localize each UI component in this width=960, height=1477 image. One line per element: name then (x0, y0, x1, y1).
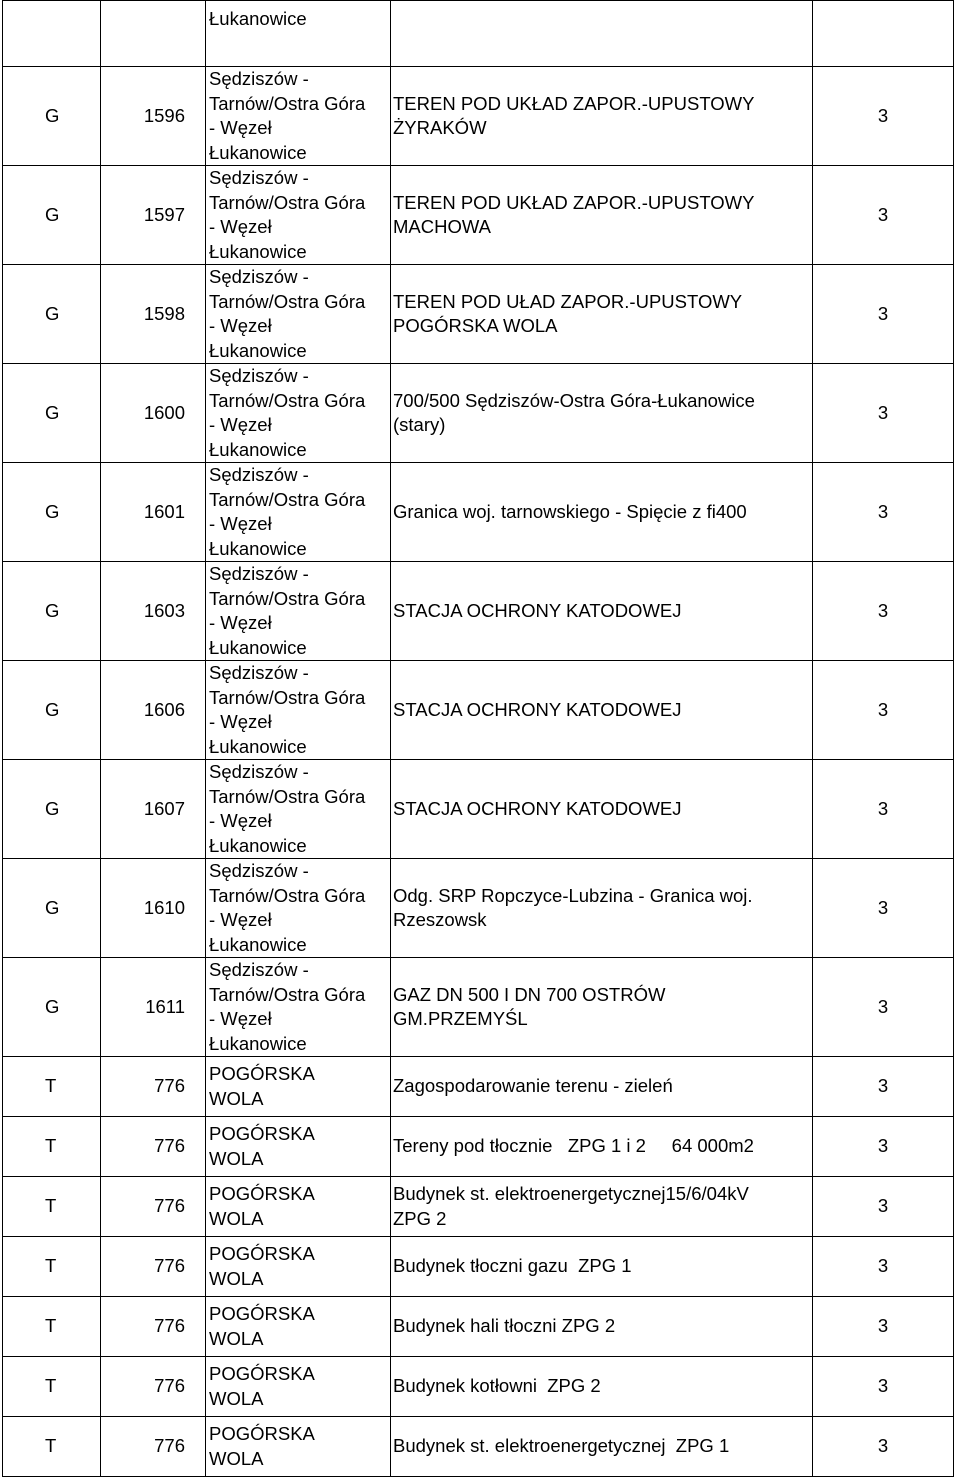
table-row (3, 1357, 954, 1417)
location-line: Sędziszów - (209, 167, 309, 188)
description-line: STACJA OCHRONY KATODOWEJ (393, 698, 682, 720)
asset-table-body (3, 1, 954, 1477)
location-line: Sędziszów - (209, 563, 309, 584)
description-line: Budynek st. elektroenergetycznej ZPG 1 (393, 1435, 730, 1457)
location-line: Tarnów/Ostra Góra (209, 488, 366, 510)
number-cell: 1600 (101, 364, 206, 463)
location-line: Tarnów/Ostra Góra (209, 92, 366, 114)
location-line: Sędziszów - (209, 761, 309, 782)
location-line: POGÓRSKA (209, 1423, 315, 1444)
location-line: WOLA (209, 1267, 264, 1289)
location-line: - Węzeł (209, 513, 272, 534)
location-line: Sędziszów - (209, 959, 309, 980)
description-line: 700/500 Sędziszów-Ostra Góra-Łukanowice (393, 389, 755, 411)
quantity-cell: 3 (813, 1357, 954, 1417)
category-cell: G (3, 364, 101, 463)
description-cell (391, 1, 813, 67)
description-line: ZPG 2 (393, 1207, 447, 1229)
location-line: Łukanowice (209, 339, 307, 361)
description-cell (391, 661, 813, 760)
description-line: Budynek st. elektroenergetycznej15/6/04kV (393, 1183, 749, 1204)
location-cell (206, 1057, 391, 1117)
location-cell (206, 265, 391, 364)
location-line: Łukanowice (209, 1032, 307, 1054)
description-line: (stary) (393, 414, 446, 435)
description-line: GAZ DN 500 I DN 700 OSTRÓW (393, 983, 666, 1005)
table-row-continued (3, 1, 954, 67)
location-line: Tarnów/Ostra Góra (209, 884, 366, 906)
description-cell (391, 166, 813, 265)
quantity-cell: 3 (813, 1237, 954, 1297)
location-line: - Węzeł (209, 1008, 272, 1029)
location-cell (206, 1237, 391, 1297)
description-cell (391, 958, 813, 1057)
table-row (3, 859, 954, 958)
description-cell (391, 265, 813, 364)
category-cell: G (3, 166, 101, 265)
location-line: - Węzeł (209, 909, 272, 930)
category-cell: G (3, 265, 101, 364)
location-line: POGÓRSKA (209, 1063, 315, 1084)
table-row (3, 1237, 954, 1297)
location-line: Sędziszów - (209, 365, 309, 386)
location-cell (206, 1177, 391, 1237)
location-line: - Węzeł (209, 216, 272, 237)
location-cell (206, 562, 391, 661)
description-cell (391, 1237, 813, 1297)
table-row (3, 1177, 954, 1237)
table-row (3, 364, 954, 463)
quantity-cell: 3 (813, 463, 954, 562)
quantity-cell: 3 (813, 1297, 954, 1357)
description-cell (391, 859, 813, 958)
location-line: - Węzeł (209, 810, 272, 831)
location-line: - Węzeł (209, 414, 272, 435)
number-cell (101, 1, 206, 67)
category-cell: G (3, 859, 101, 958)
location-cell (206, 1297, 391, 1357)
table-row (3, 760, 954, 859)
location-cell (206, 859, 391, 958)
table-row (3, 562, 954, 661)
location-line: POGÓRSKA (209, 1123, 315, 1144)
description-line: Rzeszowsk (393, 909, 487, 930)
location-line: Tarnów/Ostra Góra (209, 983, 366, 1005)
location-cell (206, 1357, 391, 1417)
description-line: Odg. SRP Ropczyce-Lubzina - Granica woj. (393, 884, 753, 906)
quantity-cell: 3 (813, 562, 954, 661)
location-cell (206, 364, 391, 463)
description-cell (391, 1057, 813, 1117)
location-line: Tarnów/Ostra Góra (209, 191, 366, 213)
description-line: STACJA OCHRONY KATODOWEJ (393, 599, 682, 621)
number-cell: 776 (101, 1177, 206, 1237)
quantity-cell: 3 (813, 958, 954, 1057)
location-line: Sędziszów - (209, 860, 309, 881)
quantity-cell: 3 (813, 1417, 954, 1477)
location-line: POGÓRSKA (209, 1183, 315, 1204)
table-row (3, 265, 954, 364)
description-cell (391, 1417, 813, 1477)
category-cell: T (3, 1237, 101, 1297)
category-cell: T (3, 1417, 101, 1477)
location-cell (206, 463, 391, 562)
location-line: WOLA (209, 1147, 264, 1169)
location-line: WOLA (209, 1327, 264, 1349)
quantity-cell: 3 (813, 1057, 954, 1117)
location-line: - Węzeł (209, 315, 272, 336)
quantity-cell (813, 1, 954, 67)
table-row (3, 166, 954, 265)
location-line: Tarnów/Ostra Góra (209, 290, 366, 312)
number-cell: 776 (101, 1297, 206, 1357)
location-line: Łukanowice (209, 141, 307, 163)
location-line: Łukanowice (209, 240, 307, 262)
table-row (3, 958, 954, 1057)
number-cell: 776 (101, 1117, 206, 1177)
table-row (3, 1057, 954, 1117)
category-cell (3, 1, 101, 67)
description-line: Budynek hali tłoczni ZPG 2 (393, 1315, 616, 1337)
location-cell (206, 1117, 391, 1177)
category-cell: T (3, 1117, 101, 1177)
location-line: Łukanowice (209, 537, 307, 559)
description-line: MACHOWA (393, 216, 491, 237)
description-line: ŻYRAKÓW (393, 117, 487, 138)
quantity-cell: 3 (813, 1117, 954, 1177)
category-cell: G (3, 958, 101, 1057)
location-line: Łukanowice (209, 438, 307, 460)
description-line: Granica woj. tarnowskiego - Spięcie z fi400 (393, 500, 747, 522)
number-cell: 1601 (101, 463, 206, 562)
category-cell: T (3, 1357, 101, 1417)
description-cell (391, 463, 813, 562)
description-line: Tereny pod tłocznie ZPG 1 i 2 64 000m2 (393, 1135, 754, 1157)
location-cell (206, 166, 391, 265)
location-line: Łukanowice (209, 933, 307, 955)
number-cell: 776 (101, 1057, 206, 1117)
location-line: Łukanowice (209, 636, 307, 658)
location-line: Sędziszów - (209, 266, 309, 287)
description-line: TEREN POD UKŁAD ZAPOR.-UPUSTOWY (393, 92, 755, 114)
category-cell: G (3, 760, 101, 859)
number-cell: 1597 (101, 166, 206, 265)
number-cell: 776 (101, 1237, 206, 1297)
number-cell: 1603 (101, 562, 206, 661)
location-line: Tarnów/Ostra Góra (209, 389, 366, 411)
location-line: WOLA (209, 1087, 264, 1109)
location-cell (206, 958, 391, 1057)
number-cell: 1610 (101, 859, 206, 958)
location-line: Łukanowice (209, 834, 307, 856)
quantity-cell: 3 (813, 265, 954, 364)
description-cell (391, 364, 813, 463)
location-line: Sędziszów - (209, 662, 309, 683)
table-row (3, 463, 954, 562)
location-line: Tarnów/Ostra Góra (209, 686, 366, 708)
category-cell: G (3, 67, 101, 166)
quantity-cell: 3 (813, 859, 954, 958)
description-cell (391, 562, 813, 661)
description-line: TEREN POD UŁAD ZAPOR.-UPUSTOWY (393, 290, 743, 312)
category-cell: T (3, 1057, 101, 1117)
quantity-cell: 3 (813, 661, 954, 760)
description-line: GM.PRZEMYŚL (393, 1008, 528, 1029)
quantity-cell: 3 (813, 1177, 954, 1237)
quantity-cell: 3 (813, 166, 954, 265)
category-cell: G (3, 562, 101, 661)
number-cell: 776 (101, 1357, 206, 1417)
description-line: STACJA OCHRONY KATODOWEJ (393, 797, 682, 819)
description-line: Budynek tłoczni gazu ZPG 1 (393, 1255, 632, 1277)
location-line: Tarnów/Ostra Góra (209, 587, 366, 609)
location-line: - Węzeł (209, 612, 272, 633)
table-row (3, 1417, 954, 1477)
location-line: Sędziszów - (209, 464, 309, 485)
description-cell (391, 1177, 813, 1237)
number-cell: 1607 (101, 760, 206, 859)
description-line: Budynek kotłowni ZPG 2 (393, 1375, 601, 1397)
quantity-cell: 3 (813, 760, 954, 859)
description-line: Zagospodarowanie terenu - zieleń (393, 1075, 673, 1097)
number-cell: 1596 (101, 67, 206, 166)
table-row (3, 67, 954, 166)
category-cell: T (3, 1297, 101, 1357)
description-cell (391, 1297, 813, 1357)
description-line: TEREN POD UKŁAD ZAPOR.-UPUSTOWY (393, 191, 755, 213)
location-line: Łukanowice (209, 735, 307, 757)
table-row (3, 1117, 954, 1177)
location-cell: Łukanowice (206, 1, 391, 67)
location-line: Tarnów/Ostra Góra (209, 785, 366, 807)
asset-table (2, 0, 954, 1477)
number-cell: 1598 (101, 265, 206, 364)
category-cell: G (3, 661, 101, 760)
location-line: POGÓRSKA (209, 1303, 315, 1324)
number-cell: 1606 (101, 661, 206, 760)
location-line: POGÓRSKA (209, 1243, 315, 1264)
location-cell (206, 67, 391, 166)
number-cell: 1611 (101, 958, 206, 1057)
location-cell (206, 661, 391, 760)
number-cell: 776 (101, 1417, 206, 1477)
location-cell (206, 1417, 391, 1477)
description-line: POGÓRSKA WOLA (393, 315, 558, 336)
table-row (3, 661, 954, 760)
quantity-cell: 3 (813, 67, 954, 166)
category-cell: T (3, 1177, 101, 1237)
description-cell (391, 1357, 813, 1417)
location-cell (206, 760, 391, 859)
table-row (3, 1297, 954, 1357)
location-line: WOLA (209, 1207, 264, 1229)
location-line: WOLA (209, 1447, 264, 1469)
description-cell (391, 67, 813, 166)
location-line: POGÓRSKA (209, 1363, 315, 1384)
description-cell (391, 760, 813, 859)
quantity-cell: 3 (813, 364, 954, 463)
location-line: - Węzeł (209, 711, 272, 732)
location-line: Sędziszów - (209, 68, 309, 89)
description-cell (391, 1117, 813, 1177)
location-line: WOLA (209, 1387, 264, 1409)
location-line: - Węzeł (209, 117, 272, 138)
category-cell: G (3, 463, 101, 562)
